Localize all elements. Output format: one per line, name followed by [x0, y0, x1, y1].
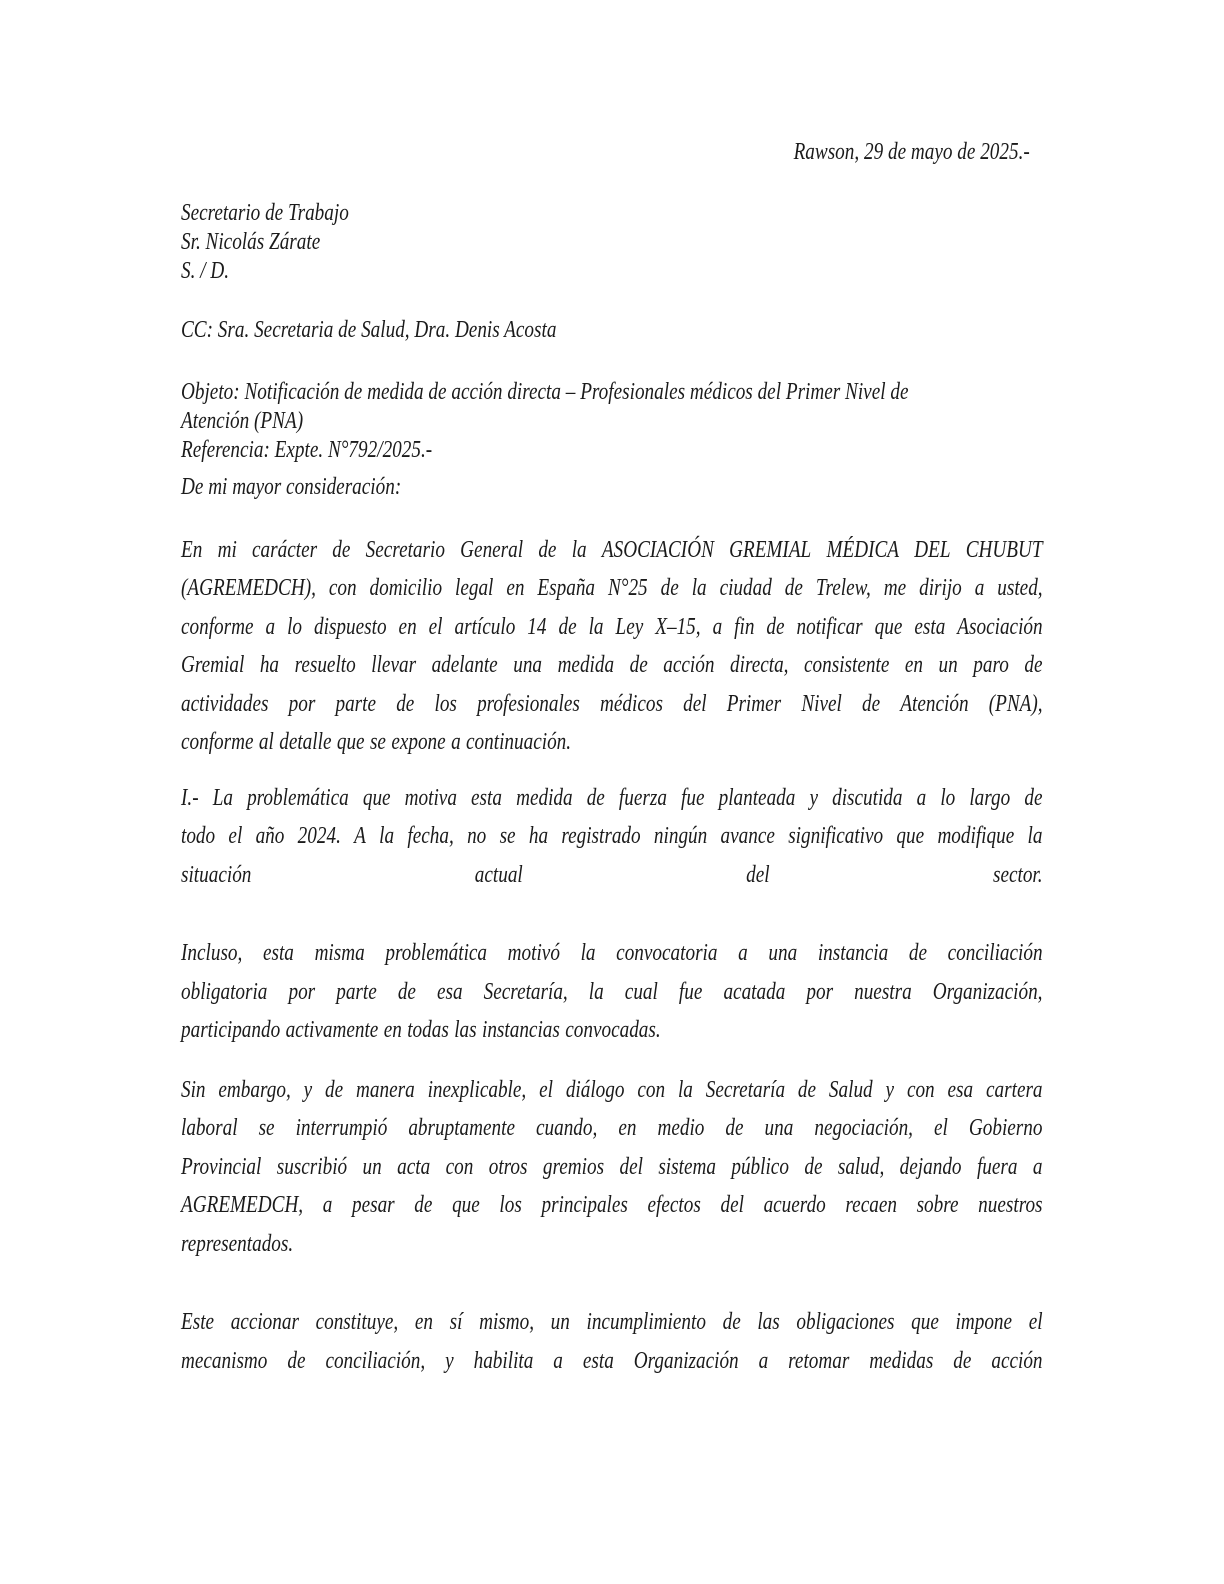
body-paragraph-3 [181, 934, 1043, 1050]
text-line: Secretario de Trabajo [181, 200, 349, 226]
word: público [731, 1153, 789, 1180]
word: negociación, [814, 1115, 913, 1141]
paragraph-line [181, 1071, 1043, 1110]
word: medidas [869, 1347, 934, 1374]
word: detalle [279, 729, 332, 755]
word: se [499, 823, 516, 849]
word: 2024. [297, 823, 341, 849]
word: un [362, 1153, 382, 1180]
word: que [336, 729, 365, 755]
word: (AGREMEDCH), [181, 575, 316, 601]
word: de [766, 613, 785, 640]
paragraph-line [181, 1011, 1043, 1050]
word: ciudad [719, 575, 772, 601]
word: suscribió [276, 1153, 348, 1180]
word: que [896, 823, 925, 849]
word: del [683, 690, 707, 717]
paragraph-line [181, 779, 1043, 818]
word: con [445, 1153, 474, 1180]
word: Este [181, 1309, 215, 1335]
word: Secretario [365, 536, 445, 563]
word: CHUBUT [965, 536, 1043, 563]
word: directa, [730, 652, 789, 678]
word: esa [437, 978, 463, 1005]
word: el [428, 613, 443, 640]
paragraph-line [181, 1225, 1043, 1264]
word: motivó [507, 940, 560, 966]
word: convocadas. [565, 1017, 661, 1043]
word: de [797, 1076, 817, 1103]
word: participando [181, 1017, 281, 1043]
word: Secretaría [705, 1076, 786, 1103]
body-paragraph-4 [181, 1071, 1043, 1264]
word: otros [488, 1153, 528, 1180]
word: año [255, 823, 285, 849]
word: expone [391, 729, 446, 755]
word: en [506, 575, 525, 601]
word: ASOCIACIÓN [601, 536, 714, 563]
word: Salud [828, 1076, 873, 1103]
word: las [757, 1309, 780, 1335]
word: efectos [647, 1192, 701, 1218]
word: impone [955, 1309, 1013, 1335]
word: Trelew, [815, 575, 871, 601]
word: de [558, 613, 577, 640]
word: diálogo [565, 1076, 625, 1103]
word: significativo [788, 823, 884, 849]
word: instancias [481, 1017, 560, 1043]
word: la [691, 575, 707, 601]
word: del [619, 1153, 643, 1180]
word: largo [969, 784, 1011, 811]
word: Gobierno [968, 1115, 1043, 1141]
word: cuando, [535, 1115, 598, 1141]
word: y [809, 784, 819, 811]
paragraph-line [181, 646, 1043, 685]
word: AGREMEDCH, [181, 1192, 304, 1218]
word: avance [720, 823, 775, 849]
paragraph-line [181, 934, 1043, 973]
word: esta [471, 784, 502, 811]
word: Organización, [932, 978, 1043, 1005]
word: Ley [615, 613, 644, 640]
reference-line: Referencia: Expte. N°792/2025.- [181, 437, 433, 463]
paragraph-line [181, 531, 1043, 570]
word: esa [947, 1076, 974, 1103]
word: mismo, [479, 1309, 535, 1335]
word: obligaciones [796, 1309, 895, 1335]
word: usted, [997, 575, 1043, 601]
word: ningún [653, 823, 708, 849]
paragraph-line [181, 723, 1043, 762]
letter-content [181, 0, 1043, 1380]
word: fin [734, 613, 755, 640]
word: A [354, 823, 366, 849]
word: en [414, 1309, 433, 1335]
word: dirijo [919, 575, 962, 601]
word: el [228, 823, 243, 849]
word: X–15, [655, 613, 701, 640]
text-line: Atención (PNA) [181, 408, 304, 434]
word: de [804, 1153, 823, 1180]
word: a [916, 784, 927, 811]
word: cual [624, 978, 658, 1005]
word: a [1032, 1153, 1043, 1180]
word: sistema [658, 1153, 716, 1180]
word: por [806, 978, 834, 1005]
word: conforme [181, 729, 254, 755]
word: de [1024, 784, 1043, 811]
paragraph-line [181, 608, 1043, 647]
word: nuestros [978, 1192, 1043, 1218]
word: consistente [804, 652, 890, 678]
word: a [265, 613, 276, 640]
word: un [938, 652, 958, 678]
word: los [434, 690, 457, 717]
word: de [953, 1347, 972, 1374]
word: recaen [845, 1192, 897, 1218]
word: Primer [726, 690, 782, 717]
text-line: Sr. Nicolás Zárate [181, 229, 321, 255]
word: 14 [527, 613, 547, 640]
word: de [908, 940, 928, 966]
word: misma [314, 940, 365, 966]
word: en [383, 1017, 402, 1043]
word: fuerza [618, 784, 667, 811]
word: que [874, 613, 903, 640]
paragraph-line [181, 1148, 1043, 1187]
word: acción [663, 652, 715, 678]
word: MÉDICA [826, 536, 899, 563]
word: habilita [473, 1347, 534, 1374]
word: por [288, 978, 316, 1005]
word: mi [217, 536, 237, 563]
word: a [553, 1347, 563, 1374]
word: Atención [900, 690, 969, 717]
word: lo [287, 613, 303, 640]
word: Sin [181, 1076, 206, 1103]
word: y [885, 1076, 895, 1103]
word: La [212, 784, 233, 811]
word: a [738, 940, 748, 966]
word: fuera [976, 1153, 1018, 1180]
paragraph-line [181, 685, 1043, 724]
body-paragraph-5 [181, 1303, 1043, 1380]
word: parte [335, 690, 377, 717]
word: Asociación [957, 613, 1043, 640]
word: inexplicable, [427, 1076, 527, 1103]
word: resuelto [294, 652, 356, 678]
word: constituye, [315, 1309, 399, 1335]
word: a [451, 729, 461, 755]
word: laboral [181, 1115, 238, 1141]
recipient-block [181, 199, 1043, 286]
word: abruptamente [408, 1115, 515, 1141]
word: se [369, 729, 386, 755]
paragraph-line [181, 856, 1043, 895]
word: en [618, 1115, 637, 1141]
word: carácter [252, 536, 318, 563]
word: discutida [832, 784, 903, 811]
word: situación [181, 861, 252, 888]
word: adelante [431, 652, 498, 678]
word: continuación. [466, 729, 572, 755]
word: el [539, 1076, 553, 1103]
word: General [460, 536, 524, 563]
word: de [722, 1309, 741, 1335]
word: un [550, 1309, 570, 1335]
word: de [1024, 652, 1043, 678]
word: conforme [181, 613, 254, 640]
word: problemática [247, 784, 349, 811]
word: a [758, 1347, 769, 1374]
word: de [660, 575, 679, 601]
word: instancia [817, 940, 889, 966]
word: de [586, 784, 605, 811]
word: planteada [718, 784, 796, 811]
word: pesar [351, 1192, 395, 1218]
word: acuerdo [763, 1192, 826, 1218]
word: embargo, [218, 1076, 291, 1103]
word: I.- [181, 784, 199, 811]
word: que [362, 784, 391, 811]
word: lo [940, 784, 956, 811]
word: los [499, 1192, 522, 1218]
subject-block [181, 378, 1043, 465]
body-paragraph-1 [181, 531, 1043, 762]
word: N°25 [607, 575, 648, 601]
word: medida [516, 784, 573, 811]
cc-line: CC: Sra. Secretaria de Salud, Dra. Denis Acosta [181, 317, 557, 343]
word: artículo [454, 613, 516, 640]
word: esta [262, 940, 294, 966]
word: acción [991, 1347, 1043, 1374]
word: de [629, 652, 648, 678]
word: que [452, 1192, 480, 1218]
word: acta [397, 1153, 431, 1180]
word: en [398, 613, 417, 640]
paragraph-line [181, 1109, 1043, 1148]
word: domicilio [369, 575, 443, 601]
word: por [288, 690, 316, 717]
word: obligatoria [181, 978, 268, 1005]
word: (PNA), [988, 690, 1043, 717]
word: el [1028, 1309, 1043, 1335]
word: una [764, 1115, 794, 1141]
word: España [537, 575, 596, 601]
word: En [181, 536, 203, 563]
word: con [328, 575, 357, 601]
word: registrado [561, 823, 641, 849]
word: ha [259, 652, 280, 678]
word: DEL [914, 536, 951, 563]
word: ha [528, 823, 549, 849]
word: profesionales [477, 690, 580, 717]
word: actividades [181, 690, 269, 717]
word: conciliación, [325, 1347, 426, 1374]
word: todo [181, 823, 216, 849]
word: mecanismo [181, 1347, 268, 1374]
word: de [287, 1347, 306, 1374]
word: notificar [796, 613, 863, 640]
word: parte [336, 978, 377, 1005]
word: cartera [986, 1076, 1043, 1103]
word: dispuesto [314, 613, 387, 640]
word: el [934, 1115, 948, 1141]
word: del [746, 861, 770, 888]
word: en [904, 652, 923, 678]
word: fecha, [407, 823, 454, 849]
paragraph-line [181, 569, 1043, 608]
word: la [677, 1076, 693, 1103]
word: legal [455, 575, 494, 601]
subject-lines [181, 378, 1043, 436]
word: salud, [837, 1153, 885, 1180]
word: problemática [385, 940, 488, 966]
word: la [588, 613, 604, 640]
word: del [720, 1192, 744, 1218]
word: Incluso, [181, 940, 243, 966]
word: convocatoria [616, 940, 718, 966]
word: llevar [371, 652, 417, 678]
word: GREMIAL [729, 536, 812, 563]
date-line: Rawson, 29 de mayo de 2025.- [793, 139, 1030, 165]
text-line: S. / D. [181, 258, 229, 284]
word: las [454, 1017, 477, 1043]
word: actual [474, 861, 523, 888]
word: a [322, 1192, 333, 1218]
word: de [414, 1192, 433, 1218]
word: de [397, 978, 416, 1005]
word: activamente [285, 1017, 379, 1043]
word: dejando [899, 1153, 962, 1180]
word: y [445, 1347, 454, 1374]
word: Provincial [181, 1153, 262, 1180]
word: nuestra [854, 978, 912, 1005]
word: la [379, 823, 395, 849]
word: médicos [600, 690, 663, 717]
body-paragraph-2 [181, 779, 1043, 895]
word: la [588, 978, 604, 1005]
word: retomar [788, 1347, 850, 1374]
word: se [258, 1115, 275, 1141]
word: la [1027, 823, 1043, 849]
word: modifique [937, 823, 1015, 849]
word: me [883, 575, 907, 601]
word: incumplimiento [586, 1309, 706, 1335]
word: sector. [992, 861, 1043, 888]
word: accionar [230, 1309, 299, 1335]
word: representados. [181, 1230, 294, 1257]
word: no [467, 823, 487, 849]
word: fue [678, 978, 703, 1005]
paragraph-line [181, 1186, 1043, 1225]
paragraph-line [181, 973, 1043, 1012]
word: medida [557, 652, 615, 678]
text-line: Objeto: Notificación de medida de acción directa – Profesionales médicos del Primer Nivel de [181, 379, 909, 405]
word: esta [582, 1347, 614, 1374]
word: Nivel [801, 690, 842, 717]
word: de [784, 575, 803, 601]
word: sí [449, 1309, 463, 1335]
word: Organización [633, 1347, 739, 1374]
word: de [325, 1076, 344, 1103]
word: principales [541, 1192, 628, 1218]
word: esta [914, 613, 946, 640]
word: interrumpió [295, 1115, 388, 1141]
word: sobre [916, 1192, 959, 1218]
word: fue [681, 784, 705, 811]
word: con [906, 1076, 935, 1103]
salutation: De mi mayor consideración: [181, 474, 402, 500]
word: que [911, 1309, 939, 1335]
word: manera [356, 1076, 415, 1103]
word: de [862, 690, 881, 717]
word: a [712, 613, 723, 640]
word: Gremial [181, 652, 245, 678]
word: de [725, 1115, 744, 1141]
word: la [580, 940, 596, 966]
word: medio [657, 1115, 705, 1141]
word: Secretaría, [483, 978, 568, 1005]
word: con [637, 1076, 666, 1103]
word: a [974, 575, 985, 601]
paragraph-line [181, 817, 1043, 856]
word: acatada [723, 978, 786, 1005]
word: y [303, 1076, 313, 1103]
word: la [571, 536, 587, 563]
word: gremios [542, 1153, 605, 1180]
word: conciliación [947, 940, 1043, 966]
word: una [513, 652, 543, 678]
word: de [538, 536, 557, 563]
word: de [332, 536, 351, 563]
word: todas [407, 1017, 449, 1043]
word: al [258, 729, 274, 755]
word: motiva [404, 784, 457, 811]
paragraph-line [181, 1303, 1043, 1342]
word: paro [973, 652, 1009, 678]
word: de [396, 690, 415, 717]
word: una [768, 940, 798, 966]
paragraph-line [181, 1342, 1043, 1381]
